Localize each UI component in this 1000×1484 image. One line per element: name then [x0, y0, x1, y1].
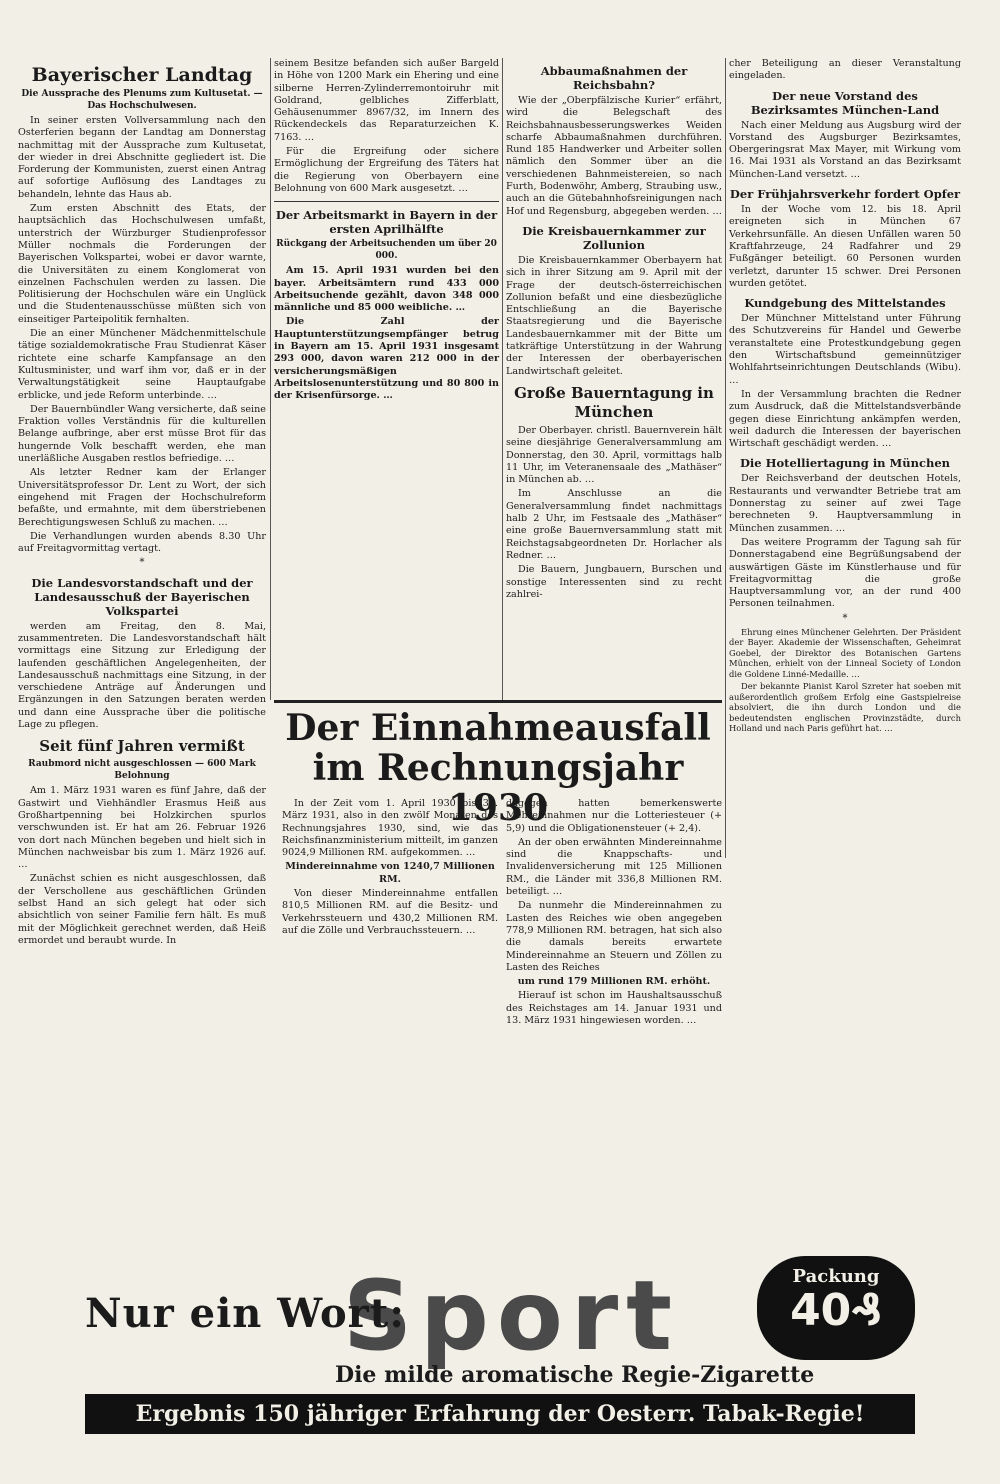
advertisement-sport [85, 1260, 915, 1440]
paragraph: Am 1. März 1931 waren es fünf Jahre, daß der Gastwirt und Viehhändler Erasmus Heiß aus Großhartpenning bei Holzkirchen spurlos verschwunden ist. Er hat am 26. Februar 1926 von dort nach München begeben und hielt sich in München nachweisbar bis zum 1. März 1926 auf. … [18, 785, 266, 871]
paragraph: Für die Ergreifung oder sichere Ermöglichung der Ergreifung des Täters hat die Regierung von Oberbayern eine Belohnung von 600 Mark ausgesetzt. … [274, 146, 499, 194]
paragraph: dagegen hatten bemerkenswerte Mehreinnahmen nur die Lotteriesteuer (+ 5,9) und die Obligationensteuer (+ 2,4). [506, 798, 722, 834]
notice: Ehrung eines Münchener Gelehrten. Der Präsident der Bayer. Akademie der Wissenschaften, Geheimrat Goebel, der Direktor des Botanischen Gartens München, erhielt von der Linneal Society of London die Goldene Linné-Medaille. … [729, 626, 961, 679]
paragraph: Zunächst schien es nicht ausgeschlossen, daß der Verschollene aus geschäftlichen Gründen selbst Hand an sich gelegt hat oder sich absichtlich von seiner Familie fern hält. Es muß mit der Möglichkeit gerechnet werden, daß Heiß ermordet und beraubt wurde. In [18, 873, 266, 946]
ad-price-badge [757, 1256, 915, 1360]
paragraph: Nach einer Meldung aus Augsburg wird der Vorstand des Augsburger Bezirksamtes, Obergeringsrat Max Mayer, mit Wirkung vom 16. Mai 1931 als Vorstand an das Bezirksamt München-Land versetzt. … [729, 119, 961, 180]
ad-tagline: Die milde aromatische Regie-Zigarette [335, 1362, 815, 1388]
subhead-landtag: Die Aussprache des Plenums zum Kultusetat. — Das Hochschulwesen. [21, 89, 263, 111]
headline-vermisst: Seit fünf Jahren vermißt [39, 737, 245, 756]
paragraph: In der Versammlung brachten die Redner zum Ausdruck, daß die Mittelstandsverbände gegen diese Einrichtung ankämpfen werden, weil dadurch die Interessen der bayerischen Wirtschaft geschädigt werden. … [729, 388, 961, 450]
paragraph: Die Verhandlungen wurden abends 8.30 Uhr auf Freitagvormittag vertagt. [18, 530, 266, 555]
headline-hotelliertagung: Die Hotelliertagung in München [739, 456, 951, 471]
paragraph: Als letzter Redner kam der Erlanger Universitätsprofessor Dr. Lent zu Wort, der sich eingehend mit Fragen der Hochschulreform befaßte, und ermahnte, mit dem überstriebenen Berechtigungswesen Schluß zu machen. … [18, 467, 266, 528]
paragraph: Hierauf ist schon im Haushaltsausschuß des Reichstages am 14. Januar 1931 und 13. März 1931 hingewiesen worden. … [506, 990, 722, 1027]
column-rule [725, 58, 726, 858]
column-4 [729, 58, 961, 736]
column-rule [270, 58, 271, 700]
headline-zollunion: Die Kreisbauernkammer zur Zollunion [522, 223, 706, 252]
paragraph: Von dieser Mindereinnahme entfallen 810,5 Millionen RM. auf die Besitz- und Verkehrssteuern und 430,2 Millionen RM. auf die Zölle und Verbrauchssteuern. … [282, 888, 498, 936]
paragraph: cher Beteiligung an dieser Veranstaltung eingeladen. [729, 58, 961, 82]
headline-bezirksamt: Der neue Vorstand des Bezirksamtes München-Land [750, 88, 940, 117]
feature-column-right [506, 798, 722, 1029]
ad-pack-label: Packung [792, 1266, 880, 1287]
paragraph: Wie der „Oberpfälzische Kurier“ erfährt, wird die Belegschaft des Reichsbahnausbesserungswerkes Weiden scharfe Abbaumaßnahmen durchführen. Rund 185 Handwerker und Arbeiter sollen nämlich den Sommer über an die verschiedenen Bahnmeistereien, so nach Furth, Bodenwöhr, Amberg, Straubing usw., auch an die Gütebahnhofsreinigungen nach Hof und Regensburg, abgegeben werden. … [506, 95, 722, 217]
paragraph: An der oben erwähnten Mindereinnahme sind die Knappschafts- und Invalidenversicherung mit 125 Millionen RM., die Länder mit 336,8 Millionen RM. beteiligt. … [506, 836, 722, 898]
ad-title: Nur ein Wort: [85, 1290, 405, 1337]
notice: Der bekannte Pianist Karol Szreter hat soeben mit außerordentlich großem Erfolg eine Gastspielreise absolviert, die ihn durch London und die bedeutendsten englischen Provinzstädte, durch Holland und nach Paris geführt hat. … [729, 681, 961, 734]
column-3 [506, 58, 722, 603]
headline-reichsbahn: Abbaumaßnahmen der Reichsbahn? [540, 64, 688, 92]
headline-arbeitsmarkt: Der Arbeitsmarkt in Bayern in der ersten Aprilhälfte [275, 208, 498, 237]
headline-landesvorstand: Die Landesvorstandschaft und der Landesausschuß der Bayerischen Volkspartei [31, 575, 253, 618]
paragraph: Der Bauernbündler Wang versicherte, daß seine Fraktion volles Verständnis für die kulturellen Belange aufbringe, aber erst müsse Brot für das hungernde Volk beschafft werden, ehe man unerläßliche Ausgaben restlos befriedige. … [18, 403, 266, 465]
paragraph: seinem Besitze befanden sich außer Bargeld in Höhe von 1200 Mark ein Ehering und eine silberne Herren-Zylinderremontoiruhr mit Goldrand, gelbliches Zifferblatt, Gehäusenummer 8967/32, im Innern des Rückendeckels das Reparaturzeichen K. 7163. … [274, 58, 499, 143]
headline-fruehjahrsverkehr: Der Frühjahrsverkehr fordert Opfer [729, 187, 961, 202]
paragraph: In seiner ersten Vollversammlung nach den Osterferien begann der Landtag am Donnerstag nachmittag mit der Aussprache zum Kultusetat, der wieder in drei Abschnitte gegliedert ist. Die Forderung der Kommunisten, zuerst einen Antrag auf sofortige Auflösung des Landtages zu behandeln, lehnte das Haus ab. [18, 115, 266, 200]
paragraph: In der Zeit vom 1. April 1930 bis 31. März 1931, also in den zwölf Monaten des Rechnungsjahres 1930, sind, wie das Reichsfinanzministerium mitteilt, im ganzen 9024,9 Millionen RM. aufgekommen. … [282, 798, 498, 859]
paragraph: Da nunmehr die Mindereinnahmen zu Lasten des Reiches wie oben angegeben 778,9 Millionen RM. betragen, hat sich also die damals bereits erwartete Mindereinnahme an Steuern und Zöllen zu Lasten des Reiches [506, 900, 722, 973]
paragraph: Die an einer Münchener Mädchenmittelschule tätige sozialdemokratische Frau Studienrat Käser richtete eine scharfe Kampfansage an den Kultusminister, und warf ihm vor, daß er in der Verwaltungstätigkeit seine Hauptaufgabe erblicke, und jede Reform unterbinde. … [18, 328, 266, 401]
paragraph: Das weitere Programm der Tagung sah für Donnerstagabend eine Begrüßungsabend der auswärtigen Gäste im Künstlerhause und für Freitagvormittag die große Hauptversammlung vor, an der rund 400 Personen teilnahmen. [729, 536, 961, 610]
ad-price: 40₰ [790, 1285, 882, 1336]
paragraph: Der Oberbayer. christl. Bauernverein hält seine diesjährige Generalversammlung am Donnerstag, den 30. April, vormittags halb 11 Uhr, im Veteranensaale des „Mathäser“ in München ab. … [506, 424, 722, 486]
paragraph: In der Woche vom 12. bis 18. April ereigneten sich in München 67 Verkehrsunfälle. An diesen Unfällen waren 50 Kraftfahrzeuge, 24 Radfahrer und 29 Fußgänger beteiligt. 60 Personen wurden verletzt, darunter 15 schwer. Drei Personen wurden getötet. [729, 204, 961, 289]
paragraph: Am 15. April 1931 wurden bei den bayer. Arbeitsämtern rund 433 000 Arbeitsuchende gezählt, davon 348 000 männliche und 85 000 weibliche. … [274, 265, 499, 314]
paragraph: Der Reichsverband der deutschen Hotels, Restaurants und verwandter Betriebe trat am Donnerstag zu seiner auf zwei Tage berechneten 9. Hauptversammlung in München zusammen. … [729, 473, 961, 534]
paragraph: werden am Freitag, den 8. Mai, zusammentreten. Die Landesvorstandschaft hält vormittags eine Sitzung zur Erledigung der laufenden geschäftlichen Angelegenheiten, der Landesausschuß nachmittags eine Sitzung, in der verschiedene Anträge auf Änderungen und Ergänzungen in den Satzungen beraten werden und dann eine Aussprache über die politische Lage zu pflegen. [18, 620, 266, 731]
headline-mittelstand: Kundgebung des Mittelstandes [744, 296, 946, 311]
column-rule [502, 58, 503, 700]
feature-headline: Der Einnahmeausfall im Rechnungsjahr 1930 [285, 707, 711, 829]
headline-bauerntagung: Große Bauerntagung in München [514, 383, 714, 421]
ad-banner: Ergebnis 150 jähriger Erfahrung der Oesterr. Tabak-Regie! [85, 1394, 915, 1434]
feature-highlight: um rund 179 Millionen RM. erhöht. [517, 976, 711, 988]
separator-asterisk: * [139, 557, 145, 569]
subhead-vermisst: Raubmord nicht ausgeschlossen — 600 Mark Belohnung [28, 759, 256, 781]
feature-column-left [282, 798, 498, 939]
column-1 [18, 58, 266, 949]
subhead-arbeitsmarkt: Rückgang der Arbeitsuchenden um über 20 000. [276, 239, 497, 261]
paragraph: Im Anschlusse an die Generalversammlung findet nachmittags halb 2 Uhr, im Festsaale des „Mathäser“ eine große Bauernversammlung statt mit Reichstagsabgeordneten Dr. Horlacher als Redner. … [506, 488, 722, 561]
column-2 [274, 58, 499, 405]
paragraph: Der Münchner Mittelstand unter Führung des Schutzvereins für Handel und Gewerbe veranstaltete eine Protestkundgebung gegen den Wirtschaftsbund gemeinnütziger Wohlfahrtseinrichtungen Deutschlands (Wibu). … [729, 313, 961, 386]
separator-asterisk: * [842, 612, 848, 624]
feature-subhead: Mindereinnahme von 1240,7 Millionen RM. [285, 861, 495, 885]
paragraph: Die Kreisbauernkammer Oberbayern hat sich in ihrer Sitzung am 9. April mit der Frage der deutsch-österreichischen Zollunion befaßt und eine diesbezügliche Entschließung an die Bayerische Staatsregierung und die Bayerische Landesbauernkammer mit der Bitte um tatkräftige Unterstützung in der Wahrung der Interessen der oberbayerischen Landwirtschaft geleitet. [506, 254, 722, 377]
paragraph: Zum ersten Abschnitt des Etats, der hauptsächlich das Hochschulwesen umfaßt, unterstrich der Würzburger Studienprofessor Müller nochmals die Forderungen der Bayerischen Volkspartei, wobei er davor warnte, die Universitäten zu einem Konglomerat von einzelnen Fachschulen werden zu lassen. Die Politisierung der Hochschulen wäre ein Unglück und die Studentenausschüsse müßten sich von einseitiger Parteipolitik fernhalten. [18, 203, 266, 325]
headline-landtag: Bayerischer Landtag [31, 64, 253, 86]
divider [274, 201, 499, 202]
paragraph: Die Bauern, Jungbauern, Burschen und sonstige Interessenten sind zu recht zahlrei- [506, 564, 722, 600]
paragraph: Die Zahl der Hauptunterstützungsempfänger betrug in Bayern am 15. April 1931 insgesamt 293 000, davon waren 212 000 in der versicherungsmäßigen Arbeitslosenunterstützung und 80 800 in der Krisenfürsorge. … [274, 316, 499, 402]
ad-brand: Sport [343, 1260, 681, 1372]
